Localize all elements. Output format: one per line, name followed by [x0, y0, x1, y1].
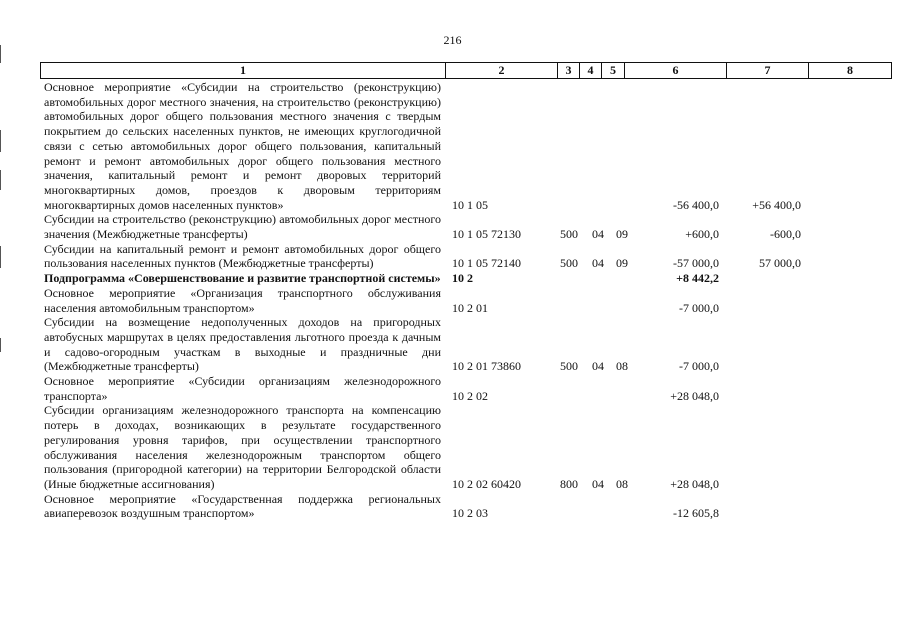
- row-col-3: 500: [560, 359, 578, 374]
- row-description: Субсидии организациям железнодорожного транспорта на компенсацию потерь в доходах, возникающих в результате государственного регулирования уровня тарифов, при осуществлении транспортного обслуживания населения железнодорожным транспортом общего пользования (пригородной категории) на территории Белгородской области (Иные бюджетные ассигнования): [44, 403, 441, 491]
- row-code: 10 2 01 73860: [452, 359, 521, 374]
- row-code: 10 2 02 60420: [452, 476, 521, 491]
- table-row: [0, 374, 905, 403]
- header-col-1: 1: [41, 63, 446, 78]
- row-col-6: -12 605,8: [673, 506, 719, 521]
- row-col-6: -7 000,0: [679, 359, 719, 374]
- row-col-7: 57 000,0: [759, 256, 801, 271]
- table-row: [0, 271, 905, 286]
- table-row: [0, 403, 905, 491]
- row-col-4: 04: [592, 476, 604, 491]
- row-col-6: +28 048,0: [670, 388, 719, 403]
- header-col-4: 4: [580, 63, 602, 78]
- row-col-4: 04: [592, 256, 604, 271]
- header-col-8: 8: [847, 63, 853, 77]
- table-row: [0, 80, 905, 212]
- row-col-3: 800: [560, 476, 578, 491]
- row-col-7: -600,0: [770, 227, 801, 242]
- row-description: Субсидии на строительство (реконструкцию) автомобильных дорог местного значения (Межбюджетные трансферты): [44, 212, 441, 242]
- row-description: Подпрограмма «Совершенствование и развитие транспортной системы»: [44, 271, 441, 286]
- row-col-5: 08: [616, 359, 628, 374]
- row-code: 10 2 01: [452, 300, 488, 315]
- row-code: 10 1 05 72130: [452, 227, 521, 242]
- row-col-6: -56 400,0: [673, 197, 719, 212]
- table-row: [0, 286, 905, 315]
- header-col-7: 7: [727, 63, 809, 78]
- table-row: [0, 212, 905, 241]
- row-col-6: -57 000,0: [673, 256, 719, 271]
- row-col-6: +8 442,2: [676, 271, 719, 286]
- row-description: Субсидии на капитальный ремонт и ремонт автомобильных дорог общего пользования населенных пунктов (Межбюджетные трансферты): [44, 241, 441, 271]
- header-col-2: 2: [446, 63, 558, 78]
- row-col-4: 04: [592, 227, 604, 242]
- row-description: Основное мероприятие «Субсидии на строительство (реконструкцию) автомобильных дорог местного значения, на строительство (реконструкцию) автомобильных дорог общего пользования местного значения с твердым покрытием до сельских населенных пунктов, не имеющих круглогодичной связи с сетью автомобильных дорог общего пользования, капитальный ремонт и ремонт автомобильных дорог общего пользования местного значения, капитальный ремонт и ремонт дворовых территорий многоквартирных домов, проездов к дворовым территориям многоквартирных домов населенных пунктов»: [44, 80, 441, 212]
- row-col-5: 09: [616, 256, 628, 271]
- row-description: Основное мероприятие «Субсидии организациям железнодорожного транспорта»: [44, 374, 441, 403]
- row-col-5: 09: [616, 227, 628, 242]
- row-col-3: 500: [560, 227, 578, 242]
- header-col-5: 5: [602, 63, 625, 78]
- margin-mark: [0, 45, 1, 63]
- row-code: 10 2 02: [452, 388, 488, 403]
- row-description: Основное мероприятие «Государственная поддержка региональных авиаперевозок воздушным транспортом»: [44, 491, 441, 521]
- table-body: [0, 80, 905, 521]
- table-header: [40, 62, 892, 79]
- table-row: [0, 315, 905, 374]
- table-row: [0, 242, 905, 271]
- header-col-6: 6: [625, 63, 727, 78]
- row-description: Основное мероприятие «Организация транспортного обслуживания населения автомобильным транспортом»: [44, 285, 441, 315]
- row-description: Субсидии на возмещение недополученных доходов на пригородных автобусных маршрутах в целях предоставления льготного проезда к дачным и садово-огородным участкам в выходные и праздничные дни (Межбюджетные трансферты): [44, 315, 441, 374]
- row-col-5: 08: [616, 476, 628, 491]
- row-col-4: 04: [592, 359, 604, 374]
- header-col-3: 3: [558, 63, 580, 78]
- row-code: 10 2 03: [452, 506, 488, 521]
- row-code: 10 1 05 72140: [452, 256, 521, 271]
- row-code: 10 2: [452, 271, 473, 286]
- row-col-7: +56 400,0: [752, 197, 801, 212]
- row-col-3: 500: [560, 256, 578, 271]
- row-code: 10 1 05: [452, 197, 488, 212]
- row-col-6: -7 000,0: [679, 300, 719, 315]
- row-col-6: +600,0: [685, 227, 719, 242]
- row-col-6: +28 048,0: [670, 476, 719, 491]
- table-row: [0, 492, 905, 521]
- page-number: 216: [443, 33, 462, 47]
